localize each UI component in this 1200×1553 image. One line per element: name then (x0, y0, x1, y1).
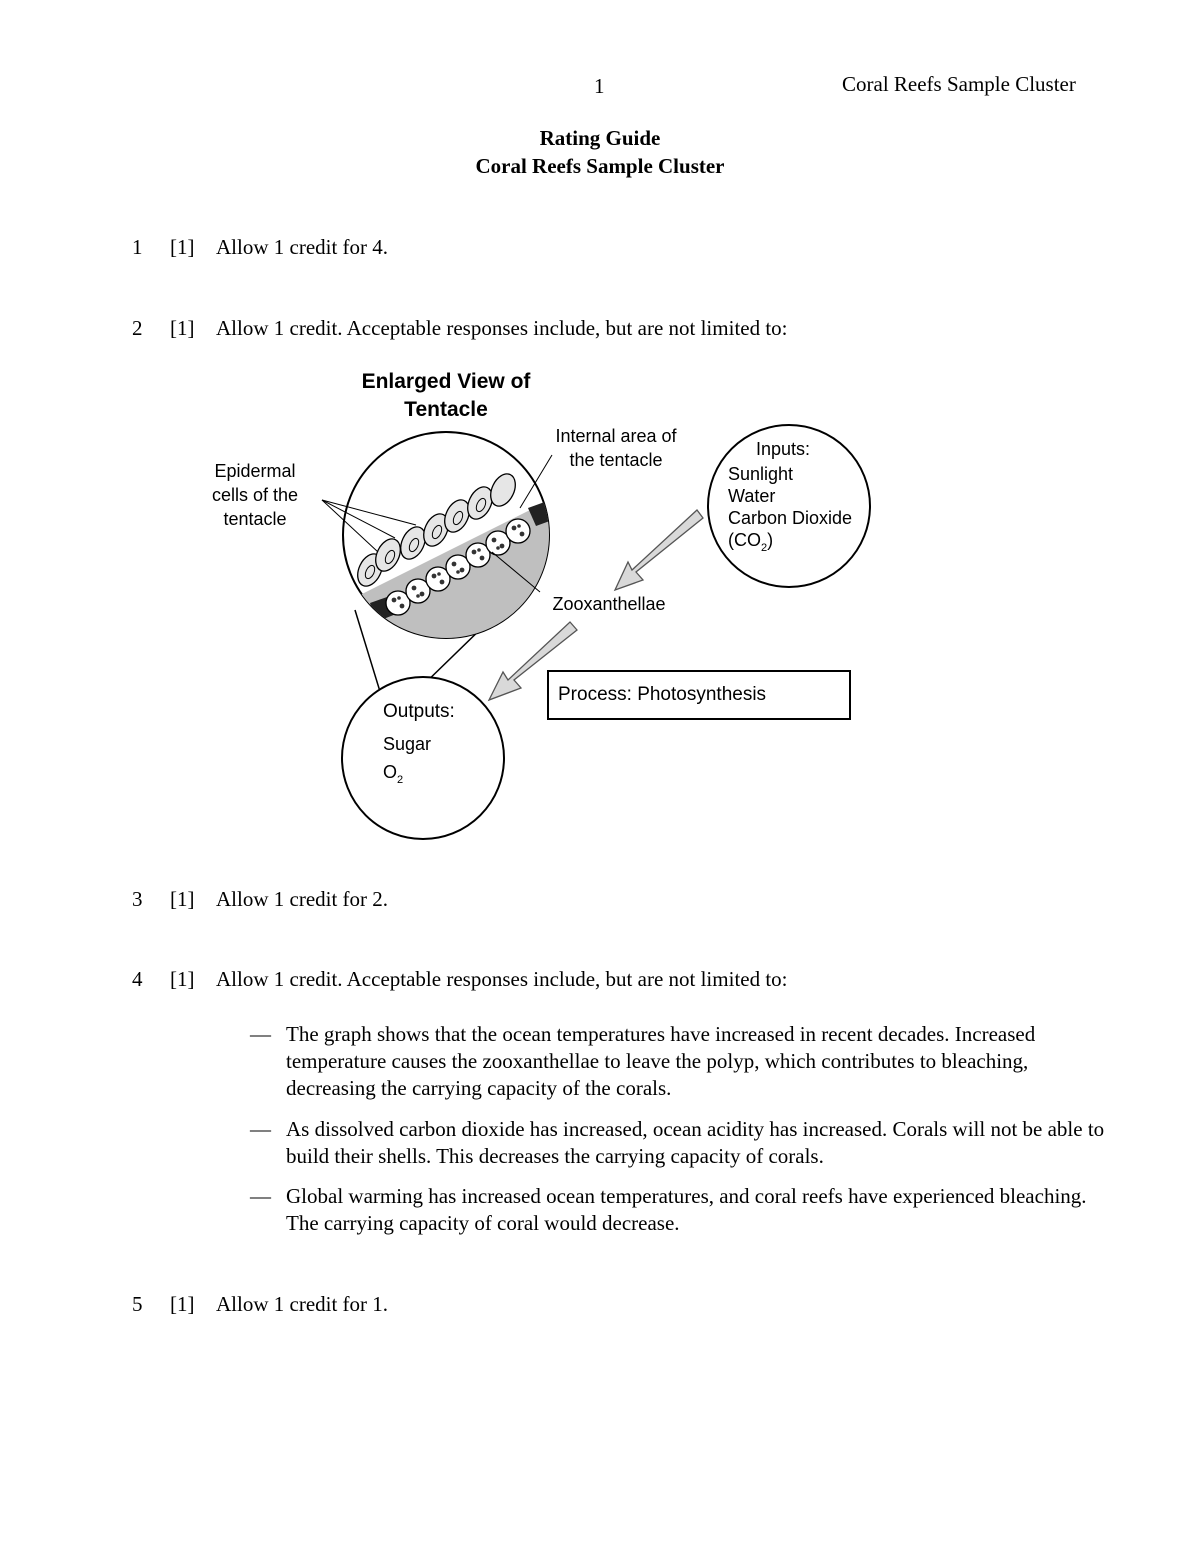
question-credit: [1] (170, 316, 195, 340)
question-text: Allow 1 credit. Acceptable responses include, but are not limited to: (216, 316, 788, 340)
outputs-title: Outputs: (383, 701, 455, 722)
response-text: Global warming has increased ocean temperatures, and coral reefs have experienced bleaching. The carrying capacity of coral would decrease. (286, 1184, 1087, 1235)
response-text: As dissolved carbon dioxide has increased, ocean acidity has increased. Corals will not be able to build their shells. This decreases the carrying capacity of corals. (286, 1117, 1105, 1168)
running-title: Coral Reefs Sample Cluster (842, 72, 1076, 96)
dash-marker: — (250, 1117, 271, 1141)
question-number: 2 (132, 316, 143, 340)
question-1 (132, 234, 388, 261)
dash-marker: — (250, 1184, 271, 1208)
label-epidermal-line2: cells of the (211, 485, 299, 505)
input-carbon-dioxide: Carbon Dioxide (728, 508, 853, 528)
inputs-title: Inputs: (756, 439, 811, 459)
input-co2: $(CO_2)$ (728, 530, 774, 554)
response-text: The graph shows that the ocean temperatures have increased in recent decades. Increased temperature causes the zooxanthellae to leave the polyp, which contributes to bleaching, decreasing the carrying capacity of the corals. (286, 1022, 1036, 1100)
question-text: Allow 1 credit. Acceptable responses include, but are not limited to: (216, 967, 788, 991)
question-number: 1 (132, 235, 143, 259)
label-internal-line1: Internal area of (555, 426, 677, 446)
tentacle-photosynthesis-diagram (200, 360, 890, 840)
response-item (250, 1116, 1110, 1170)
process-box (548, 671, 850, 719)
label-zooxanthellae: Zooxanthellae (552, 594, 666, 614)
question-credit: [1] (170, 967, 195, 991)
dash-marker: — (250, 1022, 271, 1046)
input-arrow (615, 510, 703, 590)
question-credit: [1] (170, 1292, 195, 1316)
page-title: Rating Guide (539, 126, 661, 150)
question-credit: [1] (170, 235, 195, 259)
question-number: 3 (132, 887, 143, 911)
question-4 (132, 966, 788, 993)
page-number: 1 (594, 74, 605, 98)
question-text: Allow 1 credit for 2. (216, 887, 389, 911)
response-item (250, 1021, 1110, 1102)
question-number: 5 (132, 1292, 143, 1316)
question-text: Allow 1 credit for 1. (216, 1292, 389, 1316)
diagram-title-line1: Enlarged View of (361, 370, 531, 393)
question-2 (132, 315, 788, 342)
page-subtitle: Coral Reefs Sample Cluster (475, 154, 725, 178)
question-credit: [1] (170, 887, 195, 911)
process-label: Process: Photosynthesis (558, 684, 767, 705)
question-number: 4 (132, 967, 143, 991)
outputs-circle (342, 677, 504, 839)
inputs-circle (708, 425, 870, 587)
question-3 (132, 886, 388, 913)
input-water: Water (728, 486, 776, 506)
question-5 (132, 1291, 388, 1318)
label-epidermal-line3: tentacle (223, 509, 287, 529)
diagram-title-line2: Tentacle (404, 398, 488, 421)
output-sugar: Sugar (383, 734, 432, 754)
output-o2: $O_2$ (383, 762, 404, 786)
label-epidermal-line1: Epidermal (214, 461, 296, 481)
label-internal-line2: the tentacle (569, 450, 663, 470)
response-item (250, 1183, 1110, 1237)
connector-line-left (355, 610, 382, 698)
input-sunlight: Sunlight (728, 464, 794, 484)
question-text: Allow 1 credit for 4. (216, 235, 389, 259)
